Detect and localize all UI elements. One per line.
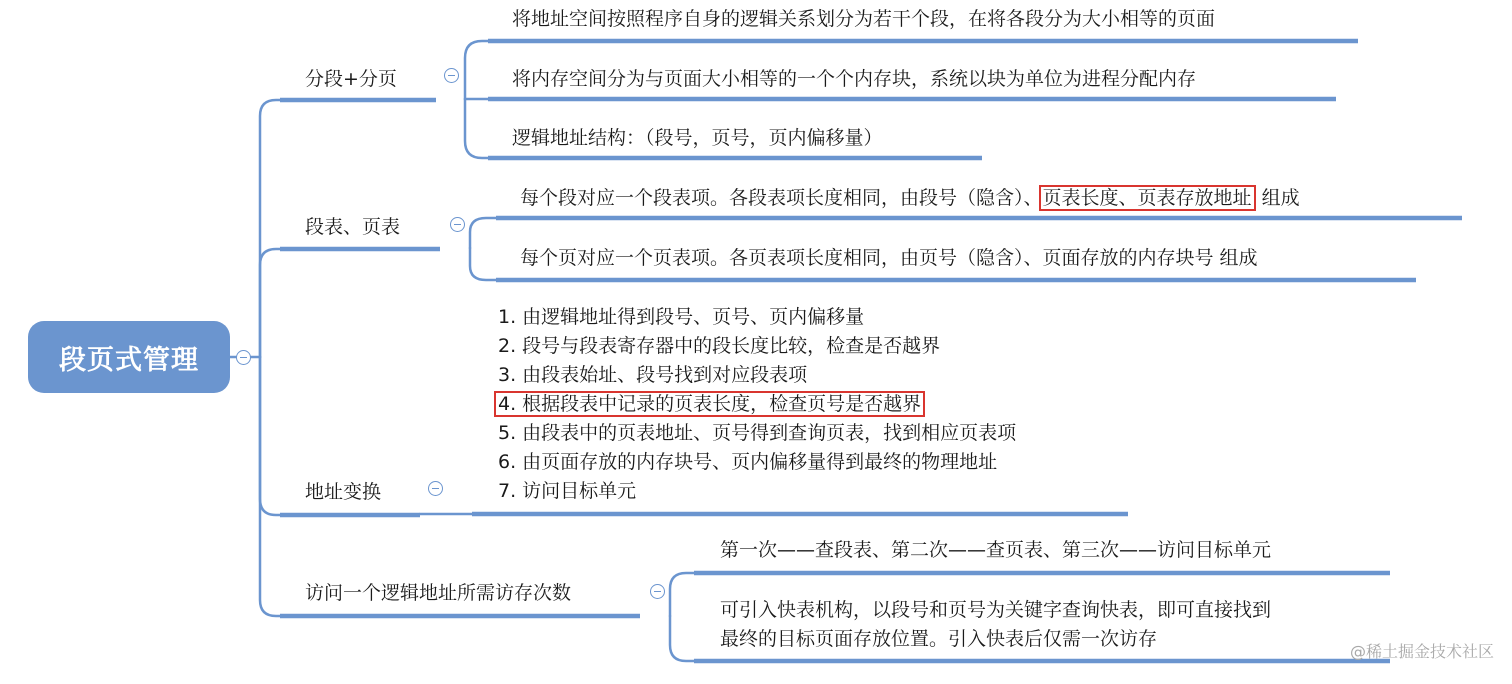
translation-steps-list[interactable] xyxy=(498,303,1016,506)
connector-branch-1 xyxy=(260,100,280,357)
list-item: 3. 由段表始址、段号找到对应段表项 xyxy=(498,364,808,386)
list-item: 2. 段号与段表寄存器中的段长度比较，检查是否越界 xyxy=(498,335,941,357)
connector-b4-c1 xyxy=(670,573,694,616)
connector-branch-3 xyxy=(260,357,280,515)
highlight-box: 页表长度、页表存放地址 xyxy=(1039,185,1256,211)
branch-label-address-translation[interactable]: 地址变换 xyxy=(305,481,382,503)
child-text: 组成 xyxy=(1255,187,1300,209)
branch-label-memory-accesses[interactable]: 访问一个逻辑地址所需访存次数 xyxy=(305,582,572,604)
collapse-icon[interactable] xyxy=(450,217,465,232)
child-text: 每个段对应一个段表项。各段表项长度相同，由段号（隐含）、 xyxy=(520,187,1043,209)
root-label: 段页式管理 xyxy=(59,344,199,376)
list-item: 1. 由逻辑地址得到段号、页号、页内偏移量 xyxy=(498,306,865,328)
child-node-segment-table-entry[interactable] xyxy=(520,186,1300,210)
watermark: @稀土掘金技术社区 xyxy=(1349,642,1494,661)
collapse-icon[interactable] xyxy=(428,481,443,496)
connector-b2-c1 xyxy=(470,218,496,248)
list-item: 6. 由页面存放的内存块号、页内偏移量得到最终的物理地址 xyxy=(498,451,998,473)
root-node[interactable] xyxy=(28,321,230,393)
child-text-line: 可引入快表机构，以段号和页号为关键字查询快表，即可直接找到 xyxy=(720,599,1272,621)
child-text-line: 最终的目标页面存放位置。引入快表后仅需一次访存 xyxy=(720,628,1158,650)
highlight-box: 4. 根据段表中记录的页表长度，检查页号是否越界 xyxy=(494,391,925,417)
child-node[interactable]: 将内存空间分为与页面大小相等的一个个内存块，系统以块为单位为进程分配内存 xyxy=(512,68,1197,90)
child-node[interactable]: 将地址空间按照程序自身的逻辑关系划分为若干个段，在将各段分为大小相等的页面 xyxy=(512,8,1216,30)
collapse-icon[interactable] xyxy=(444,68,459,83)
list-item: 5. 由段表中的页表地址、页号得到查询页表，找到相应页表项 xyxy=(498,422,1017,444)
child-node[interactable]: 第一次——查段表、第二次——查页表、第三次——访问目标单元 xyxy=(720,539,1272,561)
child-node-fast-table[interactable] xyxy=(720,596,1271,654)
connector-b1-c3 xyxy=(465,99,488,158)
collapse-icon[interactable] xyxy=(236,350,251,365)
connector-b2-c2 xyxy=(470,248,496,280)
child-node[interactable]: 逻辑地址结构：（段号，页号，页内偏移量） xyxy=(512,127,883,149)
collapse-icon[interactable] xyxy=(650,584,665,599)
connector-branch-4 xyxy=(260,357,280,616)
branch-label-segment-paging[interactable]: 分段+分页 xyxy=(305,68,397,90)
list-item xyxy=(498,390,1016,419)
child-node[interactable]: 每个页对应一个页表项。各页表项长度相同，由页号（隐含）、页面存放的内存块号 组成 xyxy=(520,247,1258,269)
list-item: 7. 访问目标单元 xyxy=(498,480,637,502)
connector-b4-c2 xyxy=(670,616,694,661)
connector-b1-c1 xyxy=(465,41,488,99)
connector-branch-2 xyxy=(260,249,280,357)
branch-label-tables[interactable]: 段表、页表 xyxy=(305,216,401,238)
